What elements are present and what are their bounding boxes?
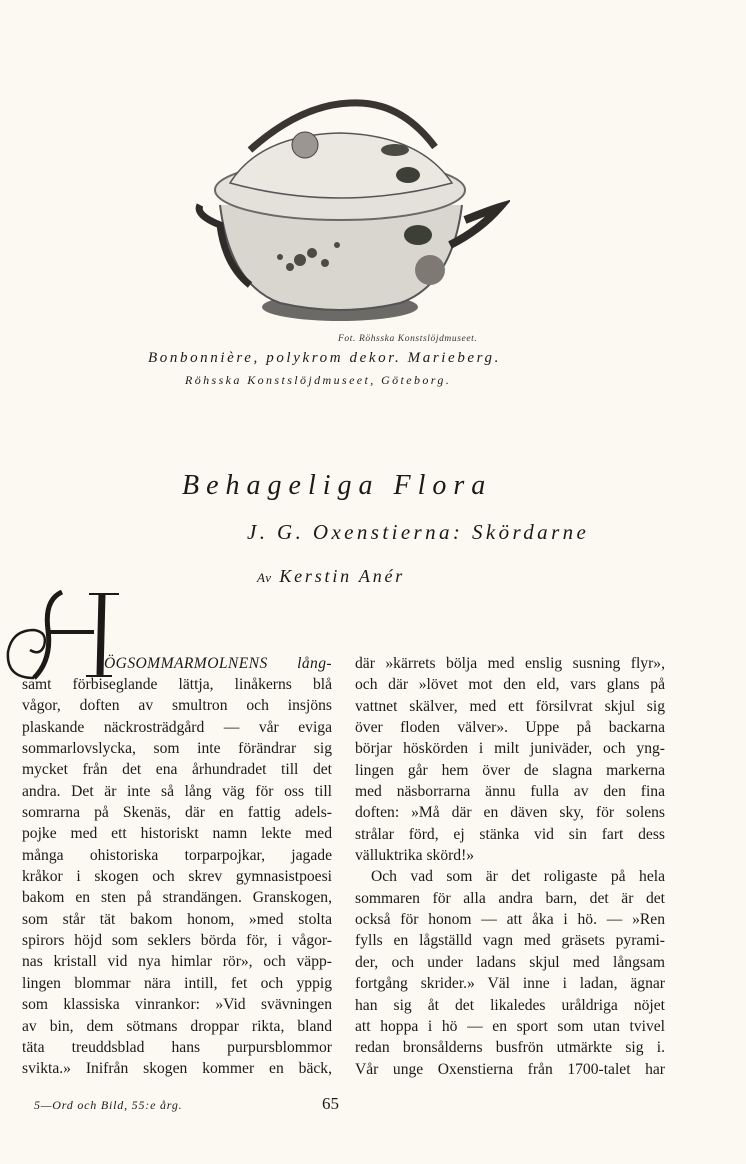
text-line: spirors höjd som seklers börda för, i vågor-	[22, 932, 332, 950]
text-line: och där »lövet mot den eld, vars glans på	[355, 676, 665, 694]
text-line: många ohistoriska torparpojkar, jagade	[22, 846, 332, 864]
text-line: börjar höskörden i milt juniväder, och yng-	[355, 740, 665, 758]
publication-footer: 5—Ord och Bild, 55:e årg.	[34, 1098, 183, 1112]
text-line: lingen blommar nära intill, fet och yppig	[22, 974, 332, 992]
text-line: pojke med ett historiskt namn lekte med	[22, 825, 332, 843]
text-line: han sig åt det likaledes uråldriga nöjet	[355, 996, 665, 1014]
text-line: över floden välver». Uppe på backarna	[355, 719, 665, 737]
text-line: täta treuddsblad hans purpursblommor	[22, 1038, 332, 1056]
figure-caption: Bonbonnière, polykrom dekor. Marieberg.	[148, 350, 502, 366]
text-line: fylls en lågställd vagn med gräsets pyrami-	[355, 932, 665, 950]
right-column	[355, 653, 665, 1080]
text-line: att hoppa i hö — en sport som utan tvivel	[355, 1017, 665, 1035]
article-subtitle: J. G. Oxenstierna: Skördarne	[247, 520, 590, 544]
text-line: andra. Det är inte så lång väg för oss till	[22, 782, 332, 800]
text-line: der, och under ladans skjul med långsam	[355, 953, 665, 971]
text-line: vågor, doften av smultron och insjöns	[22, 697, 332, 715]
text-line: doften: »Må där en däven sky, för solens	[355, 804, 665, 822]
text-line: där »kärrets bölja med enslig susning flyr»,	[355, 655, 665, 672]
text-line: fortgång skrider.» Väl inne i ladan, ägnar	[355, 975, 665, 993]
text-line: mycket från det ena århundradet till det	[22, 761, 332, 779]
text-line: svikta.» Inifrån skogen kommer en bäck,	[22, 1060, 332, 1078]
text-line: med näsborrarna ännu fulla av den fina	[355, 783, 665, 801]
article-title: Behageliga Flora	[182, 470, 493, 501]
text-line: strålar förd, ej stänka vid sin fart dess	[355, 825, 665, 843]
text-line: plaskande näckrosträdgård — vår eviga	[22, 718, 332, 736]
text-line: också för honom — att åka i hö. — »Ren	[355, 911, 665, 929]
left-column	[22, 674, 332, 1080]
text-line: Och vad som är det roligaste på hela	[371, 868, 665, 886]
text-line: som står tät bakom honom, »med stolta	[22, 910, 332, 928]
bonbonniere-photo	[190, 95, 510, 330]
text-line: samt förbiseglande lättja, linåkerns blå	[22, 676, 332, 693]
text-line: välluktrika skörd!»	[355, 847, 475, 865]
author-name: Kerstin Anér	[279, 566, 406, 586]
text-line: av bin, dem sötmans droppar rikta, bland	[22, 1017, 332, 1035]
text-line: Vår unge Oxenstierna från 1700-talet har	[355, 1060, 665, 1078]
text-line: somrarna på Skenäs, där en fattig adels-	[22, 804, 332, 822]
text-line: kråkor i skogen och skrev gymnasistpoesi	[22, 868, 332, 886]
text-line: som klassiska vinrankor: »Vid svävningen	[22, 996, 332, 1014]
drop-cap-letter: H	[64, 650, 65, 651]
byline-prefix: Av	[257, 570, 272, 585]
text-line: nas kristall vid nya himlar rör», och väpp-	[22, 953, 332, 971]
text-line: redan bronsålderns busfrön utmärkte sig i.	[355, 1039, 665, 1057]
first-line: ÖGSOMMARMOLNENS lång-	[104, 655, 332, 672]
text-line: lingen går hem över de slagna markerna	[355, 761, 665, 779]
text-line: sommaren för alla andra barn, det är det	[355, 889, 665, 907]
figure-caption-source: Röhsska Konstslöjdmuseet, Göteborg.	[185, 373, 452, 387]
photo-credit: Fot. Röhsska Konstslöjdmuseet.	[338, 334, 478, 344]
article-byline	[257, 566, 405, 587]
text-line: bakom en sten på strandängen. Granskogen,	[22, 889, 332, 907]
text-line: sommarlovslycka, som inte förändrar sig	[22, 740, 332, 758]
text-line: vattnet skälver, med ett försilvrat skjul sig	[355, 697, 665, 715]
page-number: 65	[322, 1094, 339, 1113]
